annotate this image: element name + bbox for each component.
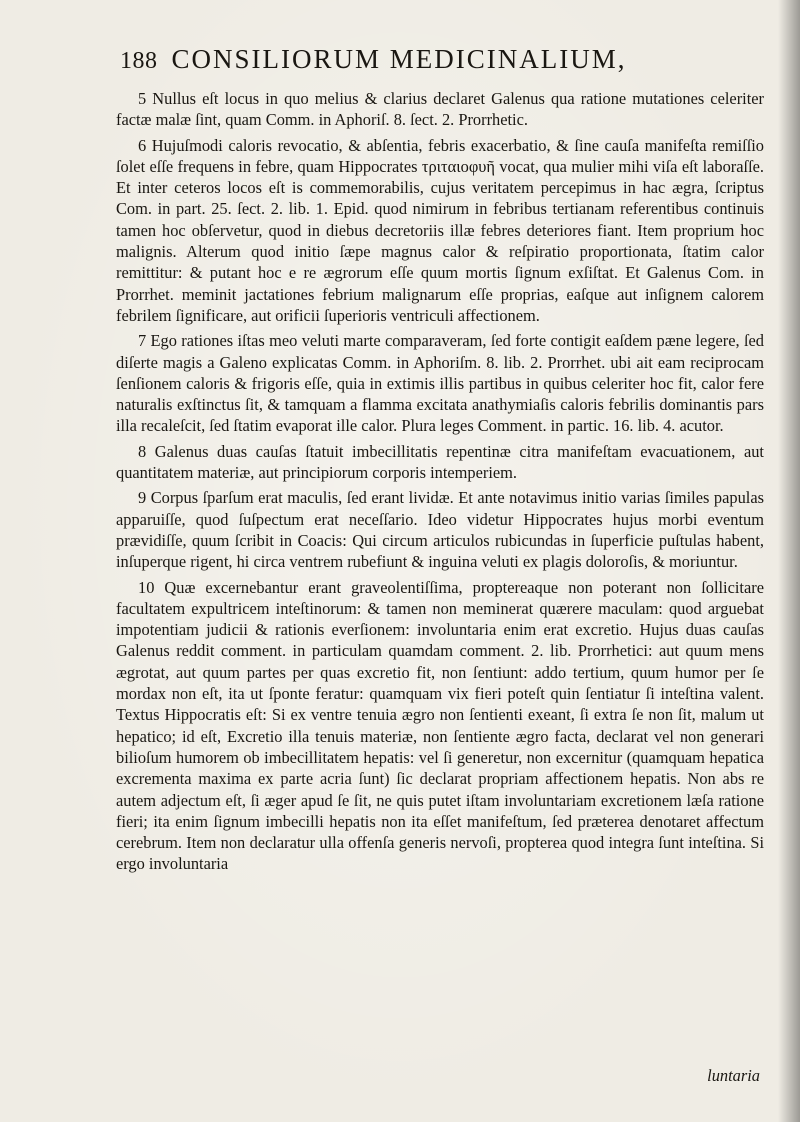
paragraph-8: 8 Galenus duas cauſas ſtatuit imbecillitatis repentinæ citra manifeſtam evacuationem, aut quantitatem materiæ, aut principiorum corporis intemperiem. xyxy=(116,441,764,483)
paragraph-7: 7 Ego rationes iſtas meo veluti marte comparaveram, ſed forte contigit eaſdem pæne legere, ſed diſerte magis a Galeno explicatas Comm. in Aphoriſm. 8. lib. 2. Prorrhet. ubi ait eam reciprocam ſenſionem caloris & frigoris eſſe, quia in extimis illis partibus in quibus celeriter hoc fit, calor fere naturalis exſtinctus ſit, & tamquam a flamma excitata anathymiaſis caloris febrilis dominantis pars illa recaleſcit, ſed ſtatim evaporat ille calor. Plura leges Comment. in partic. 16. lib. 4. acutor. xyxy=(116,331,764,436)
body-text xyxy=(116,88,764,879)
running-title: CONSILIORUM MEDICINALIUM, xyxy=(171,44,627,74)
page-edge-shadow xyxy=(778,0,800,1122)
paragraph-9: 9 Corpus ſparſum erat maculis, ſed erant lividæ. Et ante notavimus initio varias ſimiles papulas apparuiſſe, quod ſuſpectum erat neceſſario. Ideo videtur Hippocrates hujus morbi eventum prævidiſſe, quum ſcribit in Coacis: Qui circum articulos rubicundas in ſuperficie puſtulas habent, inſuperque rigent, hi circa ventrem rubefiunt & inguina veluti ex plagis doloroſis, & moriuntur. xyxy=(116,488,764,572)
page-header xyxy=(120,44,720,75)
catchword: luntaria xyxy=(707,1066,760,1085)
paragraph-6: 6 Hujuſmodi caloris revocatio, & abſentia, febris exacerbatio, & ſine cauſa manifeſta remiſſio ſolet eſſe frequens in febre, quam Hippocrates τριταιοφυῆ vocat, qua mulier mihi viſa eſt laboraſſe. Et inter ceteros locos eſt is commemorabilis, cujus veritatem percepimus in hac ægra, ſcriptus Com. in part. 25. ſect. 2. lib. 1. Epid. quod nimirum in febribus tertianam referentibus continuis tamen hoc obſervetur, quod in diebus decretoriis illæ febres deteriores fiant. Item proprium hoc malignis. Alterum quod initio ſæpe magnus calor & reſpiratio proportionata, ſtatim calor remittitur: & putant hoc e re ægrorum eſſe quum mortis ſignum exſiſtat. Et Galenus Com. in Prorrhet. meminit jactationes febrium malignarum eſſe proprias, eaſque aut inſignem calorem febrilem ſignificare, aut orificii ſuperioris ventriculi affectionem. xyxy=(116,135,764,325)
page-number: 188 xyxy=(120,48,158,74)
paragraph-5: 5 Nullus eſt locus in quo melius & clarius declaret Galenus qua ratione mutationes celeriter factæ malæ ſint, quam Comm. in Aphoriſ. 8. ſect. 2. Prorrhetic. xyxy=(116,89,764,130)
paragraph-10: 10 Quæ excernebantur erant graveolentiſſima, proptereaque non poterant non ſollicitare facultatem expultricem inteſtinorum: & tamen non meminerat quærere maculam: quod arguebat impotentiam judicii & rationis everſionem: involuntaria enim erat excretio. Hujus duas cauſas Galenus reddit comment. in particulam quamdam comment. 2. lib. Prorrhetici: aut quum mens ægrotat, aut quum partes per quas excretio fit, non ſentiunt: addo tertium, quum humor per ſe mordax non eſt, ita ut ſponte feratur: quamquam vix fieri poteſt quin ſentiatur ſi inteſtina valent. Textus Hippocratis eſt: Si ex ventre tenuia ægro non ſentienti exeant, ſi extra ſe non ſit, malum ut hepatico; id eſt, Excretio illa tenuis materiæ, non ſentiente ægro facta, declarat vel non generari bilioſum humorem ob imbecillitatem hepatis: vel ſi generetur, non excernitur (quamquam hepatica excrementa maxima ex parte acria ſunt) ſic declarat propriam affectionem hepatis. Non abs re autem adjectum eſt, ſi æger apud ſe ſit, ne quis putet iſtam involuntariam excretionem læſa ratione fieri; ita enim ſignum imbecilli hepatis non ita eſſet manifeſtum, ſed præterea denotaret affectum cerebrum. Item non declaratur ulla offenſa generis nervoſi, propterea quod integra ſunt inteſtina. Si ergo involuntaria xyxy=(116,577,764,874)
